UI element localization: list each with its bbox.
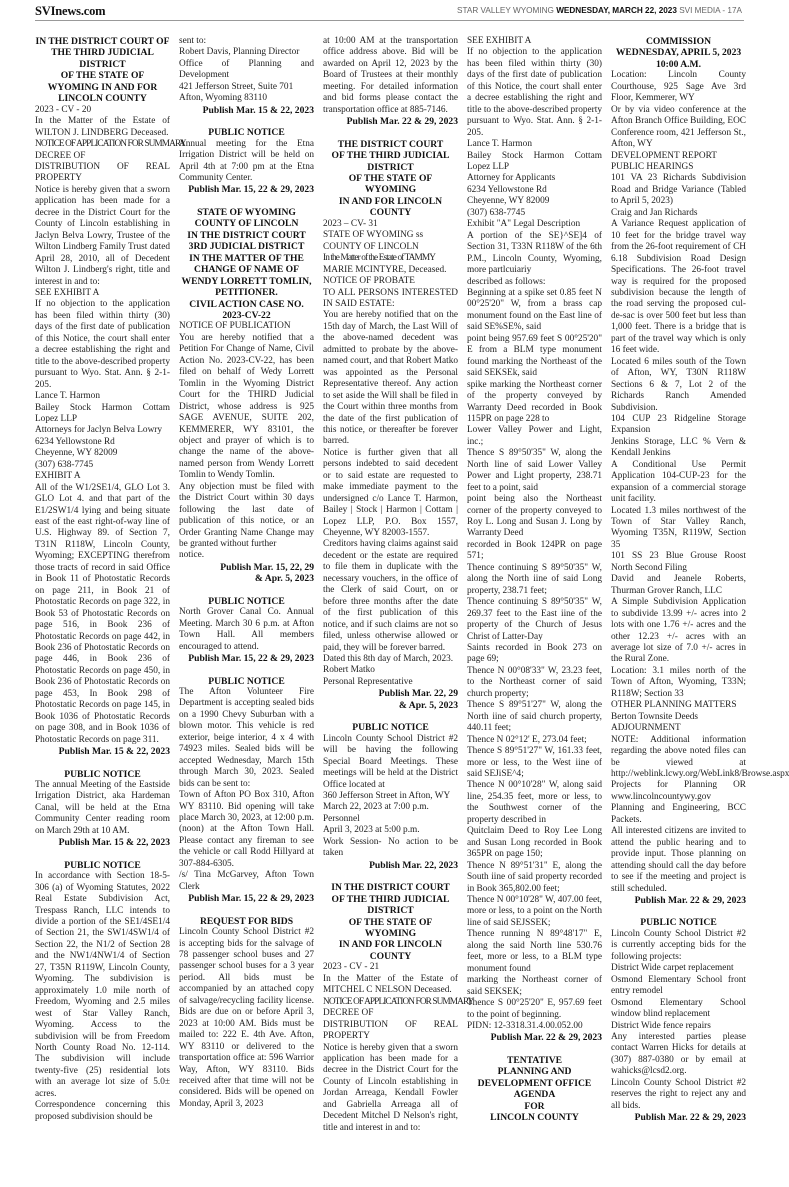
column-2 — [179, 36, 314, 1110]
publish-date: Publish Mar. 15 & 22, 2023 — [202, 104, 314, 116]
notice-heading: PLANNING AND — [497, 1066, 572, 1078]
notice-text: Beginning at a spike set 0.85 feet N 00°25'20" W, from a brass cap monument found on the East line of said SE%SE%, said — [467, 287, 602, 333]
publish-date: Publish Mar. 22 & 29, 2023 — [490, 1032, 602, 1044]
notice-text: Craig and Jan Richards — [611, 207, 698, 218]
notice-text: A Variance Request application of 10 feet for the bridge travel way from the 26-foot requirement of CH 6.18 Subdivision Road Design Specifications. The 26-foot travel way is required for the proposed subdivision because the length of the road serving the proposed cul-de-sac is over 500 feet but less than 1,000 feet. There is a bridge that is part of the travel way which is only 16 feet wide. — [611, 219, 746, 356]
notice-text: Saints recorded in Book 273 on page 69; — [467, 643, 602, 665]
notice-text: SEE EXHIBIT A — [35, 287, 100, 298]
notice-text: Cheyenne, WY 82009 — [467, 196, 550, 207]
publish-date: Publish Mar. 22, 2023 — [369, 859, 458, 871]
header-divider — [35, 20, 744, 21]
notice-text: 2023 - CV - 20 — [35, 104, 92, 115]
publish-date: Publish Mar. 22 & 29, 2023 — [634, 894, 746, 906]
notice-text: NOTICE OF PUBLICATION — [179, 321, 291, 332]
notice-text: MARIE MCINTYRE, Deceased. — [323, 264, 447, 275]
notice-text: STATE OF WYOMING ss — [323, 230, 424, 241]
notice-text: Exhibit "A" Legal Description — [467, 219, 581, 230]
notice-text: All of the W1/2SE1/4, GLO Lot 3. GLO Lot 4. and that part of the E1/2SW1/4 lying and being situate east of the east right-of-way line of U.S. Highway 89. of Section 7, T31N R118W, Lincoln County, Wyoming; EXCEPTING therefrom those tracts of record in said Office in Book 11 of Photostatic Records on page 211, in Book 21 of Photostatic Records on page 322, in Book 53 of Photostatic Records on page 516, in Book 236 of Photostatic Records on page 442, in Book 236 of Photostatic Records on page 446, in Book 236 of Photostatic Records on page 450, in Book 236 of Photostatic Records on page 453, In Book 298 of Photostatic Records on page 145, in Book 1036 of Photostatic Records on page 308, and in Book 1036 of Photostatic Records on page 311. — [35, 482, 170, 745]
notice-text: 101 VA 23 Richards Subdivision Road and Bridge Variance (Tabled to April 5, 2023) — [611, 173, 746, 207]
notice-text: Lincoln County School District #2 is accepting bids for the salvage of 78 passenger school buses and 27 passenger school buses for a 3 year period. All bids must be accompanied by an attached copy of salvage/recycling facility license. Bids are due on or before April 3, 2023 at 10:00 AM. Bids must be mailed to: 222 E. 4th Ave. Afton, WY 83110 or delivered to the transportation office at: 596 Warrior Way, Afton, WY 83110. Bids received after that time will not be considered. Bids will be opened on Monday, April 3, 2023 — [179, 927, 314, 1109]
notice-text: 2023 - CV - 21 — [323, 962, 380, 973]
notice-text: Or by via video conference at the Afton Branch Office Building, EOC Conference room, 421 Jefferson St., Afton, WY — [611, 104, 746, 150]
notice-text: Annual meeting for the Etna Irrigation District will be held on April 4th at 7:00 pm at the Etna Community Center. — [179, 138, 314, 183]
publish-date: Publish Mar. 15 & 22, 2023 — [58, 746, 170, 758]
notice-text: In accordance with Section 18-5-306 (a) of Wyoming Statutes, 2022 Real Estate Subdivision Act, Trespass Ranch, LLC intends to divide a portion of the SE1/4SE1/4 of Section 21, the SW1/4SW1/4 of Section 22, the N1/2 of Section 28 and the NW1/4NW1/4 of Section 27, T35N R119W, Lincoln County, Wyoming. The subdivision is approximately 1.0 mile north of Freedom, Wyoming and 2.5 miles west of Star Valley Ranch, Wyoming. Access to the subdivision will be from Freedom North County Road No. 12-114. The subdivision will include twenty-five (25) residential lots with an average lot size of 5.0± acres. — [35, 871, 170, 1099]
notice-text: NOTICE OF APPLICATION FOR SUMMARY — [323, 996, 474, 1007]
notice-text: Thence running N 89°48'17" E, along the said North line 530.76 feet, more or less, to a BLM type monument found — [467, 929, 602, 974]
notice-heading: TENTATIVE — [506, 1054, 563, 1066]
publish-date: & Apr. 5, 2023 — [398, 699, 458, 711]
notice-text: The annual Meeting of the Eastside Irrigation District, aka Hardeman Canal, will be held at the Etna Community Center reading room on March 29th at 10 AM. — [35, 780, 170, 836]
notice-text: COUNTY OF LINCOLN — [323, 241, 419, 252]
notice-text: David and Jeanele Roberts, Thurman Grover Ranch, LLC — [611, 574, 746, 596]
notice-text: recorded in Book 124PR on page 571; — [467, 539, 602, 562]
notice-text: Bailey Stock Harmon Cottam Lopez LLP — [35, 402, 170, 424]
notice-text: DISTRIBUTION OF REAL — [323, 1019, 458, 1030]
dateline-date: WEDNESDAY, MARCH 22, 2023 — [556, 6, 677, 15]
notice-heading: IN AND FOR LINCOLN COUNTY — [338, 195, 443, 219]
publish-date: Publish Mar. 22 & 29, 2023 — [634, 1112, 746, 1124]
notice-heading: PUBLIC NOTICE — [352, 722, 429, 734]
notice-heading: COUNTY OF LINCOLN — [194, 218, 299, 230]
notice-text: You are hereby notified that on the 15th day of March, the Last Will of the above-named decedent was admitted to probate by the above-named court, and that Robert Matko was appointed as the Personal Representative thereof. Any action to set aside the Will shall be filed in the Court within three months from the date of the first publication of this notice, or thereafter be forever barred. — [323, 310, 458, 447]
notice-text: Thence continuing S 89°50'35" W, along the North iine of said Long property, 238.71 feet; — [467, 562, 602, 596]
notice-text: Located 1.3 miles northwest of the Town of Star Valley Ranch, Wyoming T35N, R119W, Section 35 — [611, 505, 746, 550]
notice-heading: IN THE DISTRICT COURT OF THE THIRD JUDICIAL DISTRICT — [35, 36, 170, 70]
notice-heading: CIVIL ACTION CASE NO. 2023-CV-22 — [189, 298, 304, 321]
notice-heading: IN THE DISTRICT COURT — [187, 229, 306, 241]
publish-date: Publish Mar. 22, 29 — [378, 688, 458, 700]
notice-text: March 22, 2023 at 7:00 p.m. — [323, 802, 429, 813]
notice-text: PUBLIC HEARINGS — [611, 161, 694, 172]
publish-date: Publish Mar. 15, 22 & 29, 2023 — [188, 653, 314, 665]
notice-text: Lance T. Harmon — [467, 139, 532, 150]
notice-text: Thence continuing S 89°50'35" W, 269.37 feet to the East iine of the property of the Church of Jesus Christ of Latter-Day — [467, 597, 602, 642]
notice-text: Dated this 8th day of March, 2023. — [323, 654, 454, 665]
column-3 — [323, 36, 474, 1134]
publish-date: Publish Mar. 15, 22, 29 — [220, 561, 314, 573]
notice-text: SEE EXHIBIT A — [467, 36, 532, 46]
column-5 — [611, 36, 789, 1135]
notice-text: described as follows: — [467, 276, 546, 287]
notice-text: Thence N 00°10'28" W, along said line, 254.35 feet, more or less, to the Southwest corner of the property described in — [467, 780, 602, 825]
notice-text: Creditors having claims against said decedent or the estate are required to file them in duplicate with the necessary vouchers, in the office of the Clerk of said Court, on or before three months after the date of the first publication of this notice, and if such claims are not so filed, unless otherwise allowed or paid, they will be forever barred. — [323, 539, 458, 653]
column-4 — [467, 36, 602, 1124]
publish-date: Publish Mar. 15, 22 & 29, 2023 — [188, 893, 314, 905]
column-1 — [35, 36, 186, 1123]
notice-text: Lincoln County School District #2 reserves the right to reject any and all bids. — [611, 1077, 746, 1111]
notice-text: Notice is hereby given that a sworn application has been made for a decree in the District Court for the County of Lincoln establishing in Jaclyn Belva Lowry, Trustee of the Wilton Lindberg Family Trust dated April 28, 2010, all of Decedent Wilton J. Lindberg's right, title and interest in and to: — [35, 184, 170, 287]
notice-heading: THE DISTRICT COURT — [337, 138, 444, 150]
notice-text: In the Matter of the Estate of MITCHEL C NELSON Deceased. — [323, 973, 458, 996]
notice-text: The Afton Volunteer Fire Department is accepting sealed bids on a 1990 Chevy Suburban with a blown motor. This vehicle is red exterior, beige interior, 4 x 4 with 74923 miles. Sealed bids will be accepted Wednesday, March 15th through March 30, 2023. Sealed bids can be sent to: — [179, 687, 314, 789]
notice-text: If no objection to the application has been filed within thirty (30) days of the first date of publication of this Notice, the court shall enter a decree establishing the right and title to the above-described property pursuant to Wyo. Stat. Ann. § 2-1-205. — [35, 299, 170, 390]
notice-text: All interested citizens are invited to attend the public hearing and to provide input. Those planning on attending should call the day before to see if the meeting and project is still scheduled. — [611, 826, 746, 894]
notice-text: Jenkins Storage, LLC % Vern & Kendall Jenkins — [611, 436, 746, 459]
publish-date: & Apr. 5, 2023 — [254, 573, 314, 585]
notice-text: Osmond Elementary School front entry remodel — [611, 974, 746, 997]
notice-heading: OF THE THIRD JUDICIAL DISTRICT — [331, 893, 450, 917]
notice-text: Thence S 89°51'27" W, along the North iine of said church property, 440.11 feet; — [467, 700, 602, 734]
notice-text: If no objection to the application has been filed within thirty (30) days of the first date of publication of this Notice, the court shall enter a decree establishing the right and title to the above-described property pursuant to Wyo. Stat. Ann. § 2-1-205. — [467, 47, 602, 138]
site-name[interactable]: SVInews.com — [35, 4, 106, 18]
notice-text: A Conditional Use Permit Application 104-CUP-23 for the expansion of a commercial storage unit facility. — [611, 459, 746, 505]
notice-text: Quitclaim Deed to Roy Lee Long and Susan Long recorded in Book 365PR on page 150; — [467, 826, 602, 860]
notice-text: NOTICE OF PROBATE — [323, 276, 415, 287]
notice-heading: DEVELOPMENT OFFICE — [477, 1077, 592, 1089]
notice-text: 6234 Yellowstone Rd — [467, 184, 547, 195]
notice-text: marking the Northeast corner of said SEKSEK; — [467, 975, 602, 997]
notice-text: Any objection must be filed with the District Court within 30 days following the last date of publication of this notice, or an Order Granting Name Change may be granted without further — [179, 481, 314, 550]
notice-heading: PUBLIC NOTICE — [208, 675, 285, 687]
notice-text: In the Matter of the Estate of TAMMY — [323, 253, 436, 264]
notice-text: District Wide carpet replacement — [611, 963, 734, 974]
notice-text: Office of Planning and Development — [179, 58, 314, 81]
notice-text: ADJOURNMENT — [611, 723, 681, 734]
notice-text: 6234 Yellowstone Rd — [35, 436, 115, 447]
notice-text: Notice is further given that all persons indebted to said decedent or to said estate are requested to make immediate payment to the undersigned c/o Lance T. Harmon, Bailey | Stock | Harmon | Cottam | Lopez LLP, P.O. Box 1557, Cheyenne, WY 82003-1557. — [323, 447, 458, 539]
notice-heading: OF THE STATE OF WYOMING — [348, 916, 433, 939]
notice-heading: OF THE STATE OF WYOMING IN AND FOR LINCOLN COUNTY — [47, 70, 158, 105]
notice-text: 421 Jefferson Street, Suite 701 — [179, 81, 294, 92]
notice-text: Lance T. Harmon — [35, 391, 100, 402]
notice-heading: REQUEST FOR BIDS — [199, 915, 294, 927]
notice-text: spike marking the Northeast corner of the property conveyed by Warranty Deed recorded in Book 115PR on page 228 to — [467, 379, 602, 424]
notice-heading: WENDY LORRETT TOMLIN, PETITIONER. — [181, 275, 312, 299]
notice-heading: CHANGE OF NAME OF — [194, 264, 299, 276]
notice-text: Located 6 miles south of the Town of Afton, WY, T30N R118W Sections 6 & 7, Lot 2 of the Richards Ranch Amended Subdivision. — [611, 356, 746, 413]
notice-heading: IN THE DISTRICT COURT — [331, 882, 450, 894]
notice-heading: OF THE STATE OF WYOMING — [348, 172, 433, 196]
notice-heading: LINCOLN COUNTY — [490, 1112, 579, 1124]
dateline-location: STAR VALLEY WYOMING — [457, 6, 557, 15]
notice-text: Correspondence concerning this proposed subdivision should be — [35, 1100, 170, 1122]
notice-text: point being 957.69 feet S 00°25'20" E from a BLM type monument found marking the Northeast of the said SEKSEk, said — [467, 333, 602, 379]
notice-text: Berton Townsite Deeds — [611, 711, 698, 722]
notice-text: PIDN: 12-3318.31.4.00.052.00 — [467, 1020, 583, 1031]
notice-heading: IN AND FOR LINCOLN COUNTY — [338, 939, 443, 962]
notice-text: Thence N 89°51'31" E, along the South iine of said property recorded in Book 365,802.00 feet; — [467, 860, 602, 894]
notice-text: Thence N 00°08'33" W, 23.23 feet, to the Northeast corner of said church property; — [467, 665, 602, 699]
notice-text: TO ALL PERSONS INTERESTED IN SAID ESTATE: — [323, 287, 458, 309]
notice-text: 360 Jefferson Street in Afton, WY — [323, 791, 451, 801]
notice-text: District Wide fence repairs — [611, 1020, 711, 1031]
notice-text: Attorney for Applicants — [467, 173, 556, 184]
notice-text: You are hereby notified that a Petition For Change of Name, Civil Action No. 2023-CV-22, has been filed on behalf of Wedy Lorrett Tomlin in the Wyoming District Court for the THIRD Judicial District, whose address is 925 SAGE AVENUE, SUITE 202, KEMMERER, WY 83101, the object and prayer of which is to change the name of the above-named person from Wendy Lorrett Tomlin to Wendy Tomlin. — [179, 332, 314, 481]
notice-heading: PUBLIC NOTICE — [208, 595, 285, 607]
notice-text: PROPERTY — [35, 173, 82, 184]
notice-text: Town of Afton PO Box 310, Afton WY 83110. Bid opening will take place March 30, 2023, at 12:00 p.m. (noon) at the Afton Town Hall. Please contact any fireman to see the vehicle or call Rodd Hillyard at 307-884-6305. — [179, 790, 314, 869]
notice-text: Robert Matko — [323, 665, 375, 676]
notice-text: sent to: — [179, 36, 207, 46]
notice-text: 2023 – CV- 31 — [323, 218, 378, 229]
notice-text: OTHER PLANNING MATTERS — [611, 700, 737, 711]
notice-text: 101 SS 23 Blue Grouse Roost North Second Filing — [611, 551, 746, 573]
notice-text: Location: 3.1 miles north of the Town of Afton, Wyoming, T33N; R118W; Section 33 — [611, 665, 746, 699]
notice-text: DECREE OF — [35, 150, 86, 161]
notice-heading: COMMISSION — [645, 36, 712, 47]
notice-heading: PUBLIC NOTICE — [208, 127, 285, 139]
notice-text: Robert Davis, Planning Director — [179, 47, 300, 58]
notice-text: Work Session- No action to be taken — [323, 836, 458, 859]
publish-date: Publish Mar. 15, 22 & 29, 2023 — [188, 184, 314, 196]
notice-heading: 3RD JUDICIAL DISTRICT — [188, 241, 305, 253]
notice-text: (307) 638-7745 — [467, 207, 526, 218]
notice-text: NOTE: Additional information regarding the above noted files can be viewed at http://weblink.lcwy.org/WebLink8/Browse.aspx Projects for Planning OR www.lincolncountywy.gov Planning and Engineering, BCC Packets. — [611, 734, 789, 825]
dateline-section: SVI MEDIA - 17A — [676, 6, 742, 15]
notice-text: Bailey Stock Harmon Cottam Lopez LLP — [467, 150, 602, 172]
notice-text: EXHIBIT A — [35, 471, 81, 482]
notice-text: Notice is hereby given that a sworn application has been made for a decree in the District Court for the County of Lincoln establishing in Jordan Arreaga, Kendall Fowler and Gabriella Arreaga all of Decedent Mitchel D Nelson's right, title and interest in and to: — [323, 1042, 458, 1133]
notice-text: Lincoln County School District #2 will be having the following Special Board Meetings. These meetings will be held at the District Office located at — [323, 733, 458, 790]
notice-text: Afton, Wyoming 83110 — [179, 93, 268, 104]
notice-text: DISTRIBUTION OF REAL — [35, 161, 170, 172]
notice-text: Thence S 89°50'35" W, along the North line of said Lower Valley Power and Light property, 238.71 feet to a point, said — [467, 448, 602, 493]
notice-text: A portion of the SE}^SE]4 of Section 31, T33N R118W of the 6th P.M., Lincoln County, Wyoming, more partlcuiariy — [467, 230, 602, 276]
notice-text: Thence S 89°51'27" W, 161.33 feet, more or less, to the West iine of said SEJiSE^4; — [467, 746, 602, 779]
notice-text: DECREE OF — [323, 1008, 374, 1019]
notice-heading: AGENDA — [513, 1089, 556, 1101]
notice-text: Attorneys for Jaclyn Belva Lowry — [35, 425, 163, 436]
notice-text: In the Matter of the Estate of WILTON J. LINDBERG Deceased. — [35, 116, 170, 138]
notice-text: Personnel — [323, 813, 360, 824]
notice-text: at 10:00 AM at the transportation office address above. Bid will be awarded on April 12, 2023 by the Board of Trustees at their monthly meeting. For detailed information and bid forms please contact the transportation office at 885-7146. — [323, 36, 458, 115]
notice-text: April 3, 2023 at 5:00 p.m. — [323, 825, 420, 836]
notice-text: notice. — [179, 550, 205, 561]
notice-heading: OF THE THIRD JUDICIAL DISTRICT — [331, 150, 450, 173]
notice-heading: PUBLIC NOTICE — [64, 768, 141, 780]
notice-text: A Simple Subdivision Application to subdivide 13.99 +/- acres into 2 lots with one 1.76 +/- acres and the other 12.23 +/- acres with an average lot size of 7.0 +/- acres in the Rural Zone. — [611, 597, 746, 665]
notice-text: Cheyenne, WY 82009 — [35, 448, 118, 459]
notice-text: Thence S 00°25'20" E, 957.69 feet to the point of beginning. — [467, 998, 602, 1020]
notice-heading: STATE OF WYOMING — [197, 206, 296, 218]
notice-text: Personal Representative — [323, 676, 413, 687]
notice-heading: 10:00 A.M. — [655, 58, 702, 70]
notice-text: Thence N 00°10'28" W, 407.00 feet, more or less, to a point on the North line of said SEJSSEK; — [467, 894, 602, 928]
publish-date: Publish Mar. 22 & 29, 2023 — [346, 116, 458, 128]
notice-heading: PUBLIC NOTICE — [64, 859, 141, 871]
notice-text: PROPERTY — [323, 1031, 370, 1042]
notice-text: Thence N 02°12' E, 273.04 feet; — [467, 734, 587, 745]
notice-heading: PUBLIC NOTICE — [640, 917, 717, 929]
notice-text: Lincoln County School District #2 is currently accepting bids for the following projects: — [611, 928, 746, 962]
notice-text: (307) 638-7745 — [35, 459, 94, 470]
notice-text: 104 CUP 23 Ridgeline Storage Expansion — [611, 413, 746, 436]
notice-text: Location: Lincoln County Courthouse, 925 Sage Ave 3rd Floor, Kemmerer, WY — [611, 70, 746, 104]
notice-heading: WEDNESDAY, APRIL 5, 2023 — [615, 47, 742, 59]
notice-text: DEVELOPMENT REPORT — [611, 150, 717, 161]
notice-text: /s/ Tina McGarvey, Afton Town Clerk — [179, 870, 314, 892]
notice-text: North Grover Canal Co. Annual Meeting. March 30 6 p.m. at Afton Town Hall. All members encouraged to attend. — [179, 607, 314, 652]
notice-text: point being also the Northeast corner of the property conveyed to Roy L. Long and Susan J. Long by Warranty Deed — [467, 494, 602, 539]
notice-text: Lower Valley Power and Light, inc.; — [467, 425, 602, 447]
publish-date: Publish Mar. 15 & 22, 2023 — [58, 837, 170, 849]
notice-text: Osmond Elementary School window blind replacement — [611, 997, 746, 1020]
notice-text: NOTICE OF APPLICATION FOR SUMMARY — [35, 139, 186, 150]
page-dateline — [457, 6, 742, 15]
notice-text: Any interested parties please contact Warren Hicks for details at (307) 887-0380 or by email at wahicks@lcsd2.org. — [611, 1031, 746, 1077]
notice-heading: IN THE MATTER OF THE — [189, 252, 304, 264]
notice-heading: FOR — [524, 1100, 545, 1112]
